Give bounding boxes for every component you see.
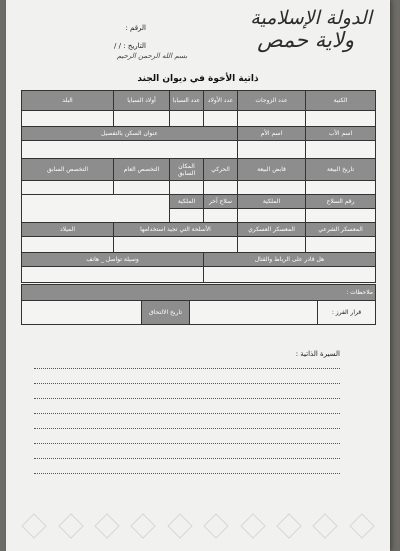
- logo: [222, 8, 372, 78]
- col-previous-place: المكان السابق: [170, 159, 204, 181]
- col-weapon-number: رقم السلاح: [306, 195, 376, 209]
- decision-table: [21, 284, 376, 325]
- field-weapon-number[interactable]: [306, 209, 376, 223]
- col-military-camp: المعسكر العسكري: [238, 223, 306, 237]
- col-captives: عدد السبايا: [170, 91, 204, 111]
- col-contact-phone: وسيلة تواصل _ هاتف: [22, 253, 204, 267]
- field-mother-name[interactable]: [238, 141, 306, 159]
- col-nom-de-guerre: الحركي: [204, 159, 238, 181]
- col-address: عنوان السكن بالتفصيل: [22, 127, 238, 141]
- col-wives: عدد الزوجات: [238, 91, 306, 111]
- col-children: عدد الأولاد: [204, 91, 238, 111]
- biography-line[interactable]: [34, 413, 340, 414]
- field-pledge-date[interactable]: [306, 181, 376, 195]
- col-ribat-capable: هل قادر على الرباط والقتال: [204, 253, 376, 267]
- decision-label: قرار الفرز :: [318, 301, 376, 325]
- field-wives[interactable]: [238, 111, 306, 127]
- field-sharia-camp[interactable]: [306, 237, 376, 253]
- ornament-icon: [276, 513, 301, 538]
- col-pledge-date: تاريخ البيعة: [306, 159, 376, 181]
- field-kunya[interactable]: [306, 111, 376, 127]
- biography-line[interactable]: [34, 428, 340, 429]
- field-other-weapon[interactable]: [204, 209, 238, 223]
- join-date-label: تاريخ الالتحاق: [142, 301, 190, 325]
- field-captive-children[interactable]: [114, 111, 170, 127]
- field-decision[interactable]: [190, 301, 318, 325]
- field-captives[interactable]: [170, 111, 204, 127]
- notes-label: ملاحظات :: [22, 285, 376, 301]
- field-father-name[interactable]: [306, 141, 376, 159]
- col-country: البلد: [22, 91, 114, 111]
- logo-line1: الدولة الإسلامية: [250, 7, 372, 29]
- col-other-weapon: سلاح آخر: [204, 195, 238, 209]
- ornament-icon: [240, 513, 265, 538]
- field-general-specialty[interactable]: [114, 181, 170, 195]
- field-weapons-skills[interactable]: [114, 237, 238, 253]
- col-general-specialty: التخصص العام: [114, 159, 170, 181]
- personal-info-table: [21, 90, 376, 283]
- biography-line[interactable]: [34, 398, 340, 399]
- field-country[interactable]: [22, 111, 114, 127]
- page-title: ذاتية الأخوة في ديوان الجند: [137, 74, 259, 84]
- field-previous-place[interactable]: [170, 181, 204, 195]
- ornament-icon: [94, 513, 119, 538]
- biography-line[interactable]: [34, 458, 340, 459]
- col-weapon-ownership: الملكية: [238, 195, 306, 209]
- field-join-date[interactable]: [22, 301, 142, 325]
- ornament-icon: [349, 513, 374, 538]
- field-other-weapon-ownership[interactable]: [170, 209, 204, 223]
- ornament-icon: [313, 513, 338, 538]
- ornament-icon: [167, 513, 192, 538]
- col-birth: الميلاد: [22, 223, 114, 237]
- col-other-weapon-ownership: الملكية: [170, 195, 204, 209]
- ornament-icon: [131, 513, 156, 538]
- biography-line[interactable]: [34, 383, 340, 384]
- ornament-icon: [58, 513, 83, 538]
- field-blank-block: [22, 195, 170, 223]
- field-previous-specialty[interactable]: [22, 181, 114, 195]
- field-weapon-ownership[interactable]: [238, 209, 306, 223]
- biography-line[interactable]: [34, 443, 340, 444]
- ref-label: الرقم :: [125, 24, 146, 32]
- col-previous-specialty: التخصص السابق: [22, 159, 114, 181]
- field-military-camp[interactable]: [238, 237, 306, 253]
- field-children[interactable]: [204, 111, 238, 127]
- field-ribat-capable[interactable]: [204, 267, 376, 283]
- biography-line[interactable]: [34, 473, 340, 474]
- col-mother-name: اسم الأم: [238, 127, 306, 141]
- col-pledge-receiver: قابض البيعة: [238, 159, 306, 181]
- date-value: / /: [114, 42, 121, 50]
- col-kunya: الكنية: [306, 91, 376, 111]
- ornament-icon: [203, 513, 228, 538]
- date-label: التاريخ :: [123, 42, 146, 50]
- col-sharia-camp: المعسكر الشرعي: [306, 223, 376, 237]
- col-weapons-skills: الأسلحة التي تجيد استخدامها: [114, 223, 238, 237]
- biography-label: السيرة الذاتية :: [295, 350, 340, 358]
- decorative-border: [16, 511, 380, 541]
- form-sheet: [6, 0, 390, 551]
- field-contact-phone[interactable]: [22, 267, 204, 283]
- col-captive-children: أولاد السبايا: [114, 91, 170, 111]
- basmala: بسم الله الرحمن الرحيم: [116, 52, 188, 60]
- biography-line[interactable]: [34, 368, 340, 369]
- logo-line2: ولاية حمص: [257, 27, 354, 52]
- ornament-icon: [21, 513, 46, 538]
- field-nom-de-guerre[interactable]: [204, 181, 238, 195]
- field-pledge-receiver[interactable]: [238, 181, 306, 195]
- col-father-name: اسم الأب: [306, 127, 376, 141]
- field-birth[interactable]: [22, 237, 114, 253]
- field-address[interactable]: [22, 141, 238, 159]
